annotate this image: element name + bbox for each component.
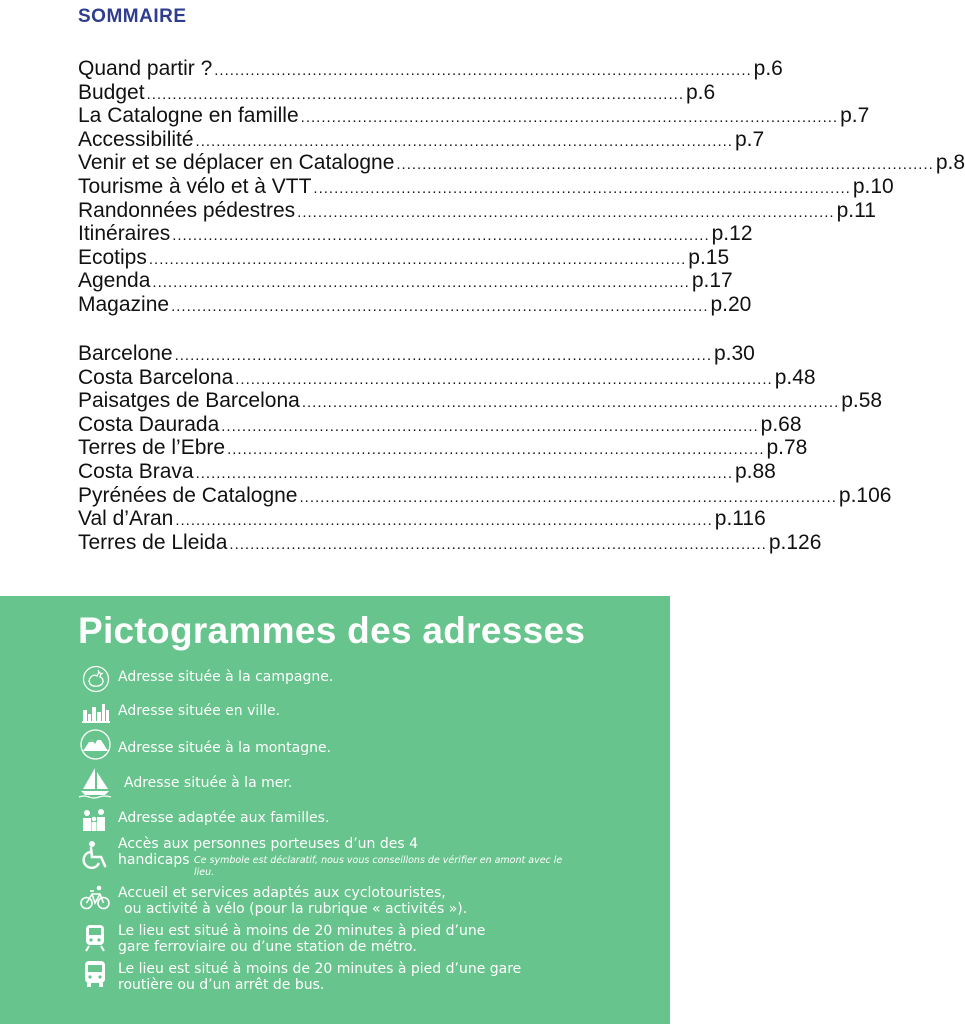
toc-leader: ........................................................................................................ (227, 441, 765, 459)
toc-page: p.8 (935, 151, 965, 175)
picto-text: Adresse située en ville. (118, 703, 281, 719)
picto-item-train (78, 922, 638, 958)
picto-note (194, 855, 574, 879)
toc-label: Terres de Lleida (78, 530, 228, 554)
toc-leader: ........................................................................................................ (299, 488, 837, 506)
toc-row[interactable] (78, 365, 816, 390)
picto-text-cont: ou activité à vélo (pour la rubrique « activités »). (124, 901, 468, 917)
toc-label: Quand partir ? (78, 57, 213, 80)
toc-page: p.15 (688, 245, 730, 269)
toc-leader: ........................................................................................................ (195, 132, 733, 150)
toc-page: p.68 (760, 412, 802, 436)
toc-row[interactable] (78, 530, 822, 555)
picto-text: Accès aux personnes porteuses d’un des 4 (118, 836, 419, 852)
wheelchair-icon (82, 840, 110, 870)
toc-leader: ........................................................................................................ (229, 535, 767, 553)
toc-leader: ........................................................................................................ (221, 417, 759, 435)
rooster-icon (82, 665, 110, 693)
toc-leader: ........................................................................................................ (146, 85, 684, 103)
toc-label: Ecotips (78, 245, 147, 269)
picto-text: Adresse située à la mer. (124, 775, 293, 791)
toc-row[interactable] (78, 174, 894, 199)
toc-label: Pyrénées de Catalogne (78, 483, 298, 507)
picto-item-velo (78, 884, 638, 920)
toc-leader: ........................................................................................................ (152, 274, 690, 292)
toc-row[interactable] (78, 80, 716, 105)
toc-row[interactable] (78, 104, 870, 128)
toc-page: p.6 (753, 57, 783, 80)
toc-label: La Catalogne en famille (78, 104, 299, 128)
toc-leader: ........................................................................................................ (297, 203, 835, 221)
toc-page: p.7 (734, 127, 765, 151)
toc-label: Costa Barcelona (78, 365, 234, 389)
toc-page: p.6 (685, 80, 716, 104)
train-icon (84, 924, 106, 952)
toc-leader: ........................................................................................................ (396, 156, 934, 174)
toc-row[interactable] (78, 459, 776, 484)
toc-row[interactable] (78, 436, 808, 460)
toc-page: p.48 (774, 365, 816, 389)
picto-item-ville (78, 700, 638, 726)
toc-label: Accessibilité (78, 127, 194, 151)
toc-leader: ........................................................................................................ (301, 394, 840, 412)
mountain-icon (80, 729, 111, 760)
toc-leader: ........................................................................................................ (148, 250, 687, 268)
toc-leader: ........................................................................................................ (174, 347, 712, 364)
toc-row[interactable] (78, 198, 876, 223)
toc-row[interactable] (78, 389, 883, 413)
toc-label: Terres de l’Ebre (78, 436, 226, 460)
picto-text: Le lieu est situé à moins de 20 minutes à pied d’une (118, 923, 486, 939)
picto-text-cont: gare ferroviaire ou d’une station de métro. (118, 939, 417, 955)
toc-page: p.58 (841, 389, 883, 413)
pictogrammes-section (0, 596, 670, 1024)
toc-label: Magazine (78, 292, 170, 316)
toc-page: p.12 (711, 222, 753, 246)
toc-row[interactable] (78, 222, 753, 246)
toc-label: Barcelone (78, 342, 173, 365)
toc-group-general (78, 57, 965, 317)
toc-leader: ........................................................................................................ (175, 512, 713, 530)
toc-row[interactable] (78, 245, 730, 270)
picto-item-handicaps (78, 836, 638, 884)
picto-text: Le lieu est situé à moins de 20 minutes à pied d’une gare (118, 961, 522, 977)
toc-leader: ........................................................................................................ (214, 62, 752, 79)
toc-leader: ........................................................................................................ (172, 227, 710, 245)
city-icon (82, 701, 110, 723)
picto-text-line2 (118, 852, 574, 879)
family-icon (81, 808, 109, 832)
picto-text: Adresse située à la montagne. (118, 740, 332, 756)
toc-row[interactable] (78, 57, 783, 81)
toc-page: p.10 (852, 174, 894, 198)
pictogrammes-title: Pictogrammes des adresses (78, 610, 586, 651)
bicycle-icon (80, 884, 110, 910)
toc-row[interactable] (78, 507, 766, 531)
picto-text-cont: handicaps (118, 852, 190, 868)
toc-label: Costa Brava (78, 459, 194, 483)
bus-icon (84, 960, 106, 988)
toc-label: Randonnées pédestres (78, 198, 296, 222)
toc-page: p.11 (836, 198, 876, 222)
toc-row[interactable] (78, 127, 765, 152)
toc-leader: ........................................................................................................ (235, 370, 773, 388)
toc-page: p.30 (713, 342, 755, 365)
picto-note-text: Ce symbole est déclaratif, nous vous conseillons de vérifier en amont avec le lieu. (194, 855, 563, 878)
toc-leader: ........................................................................................................ (300, 109, 839, 127)
picto-item-montagne (78, 730, 638, 762)
toc-label: Costa Daurada (78, 412, 220, 436)
toc-page: p.106 (838, 483, 892, 507)
toc-row[interactable] (78, 483, 892, 508)
toc-label: Budget (78, 80, 145, 104)
toc-row[interactable] (78, 151, 965, 175)
picto-text: Adresse adaptée aux familles. (118, 810, 330, 826)
picto-item-mer (78, 766, 638, 800)
toc-leader: ........................................................................................................ (195, 464, 733, 482)
picto-text-cont: routière ou d’un arrêt de bus. (118, 977, 325, 993)
toc-row[interactable] (78, 342, 755, 366)
toc-page: p.20 (710, 292, 752, 316)
toc-page: p.7 (840, 104, 870, 128)
toc-label: Tourisme à vélo et à VTT (78, 174, 312, 198)
picto-item-bus (78, 960, 638, 996)
toc-label: Paisatges de Barcelona (78, 389, 300, 413)
toc-row[interactable] (78, 412, 802, 437)
toc-page: p.116 (714, 507, 766, 531)
picto-item-familles (78, 808, 638, 834)
sailboat-icon (78, 765, 112, 799)
toc-leader: ........................................................................................................ (171, 297, 709, 315)
toc-label: Val d’Aran (78, 507, 174, 531)
toc-page: p.78 (766, 436, 808, 460)
toc-page: p.17 (691, 269, 733, 293)
toc-leader: ........................................................................................................ (313, 179, 851, 197)
toc-label: Agenda (78, 269, 151, 293)
toc-page: p.126 (768, 530, 822, 554)
sommaire-title: SOMMAIRE (78, 6, 187, 27)
picto-item-campagne (78, 666, 638, 692)
toc-group-regions (78, 342, 892, 554)
toc-page: p.88 (734, 459, 776, 483)
toc-label: Itinéraires (78, 222, 171, 246)
picto-text: Adresse située à la campagne. (118, 669, 334, 685)
toc-row[interactable] (78, 269, 733, 293)
picto-text: Accueil et services adaptés aux cyclotouristes, (118, 885, 446, 901)
toc-label: Venir et se déplacer en Catalogne (78, 151, 395, 175)
toc-row[interactable] (78, 292, 752, 317)
